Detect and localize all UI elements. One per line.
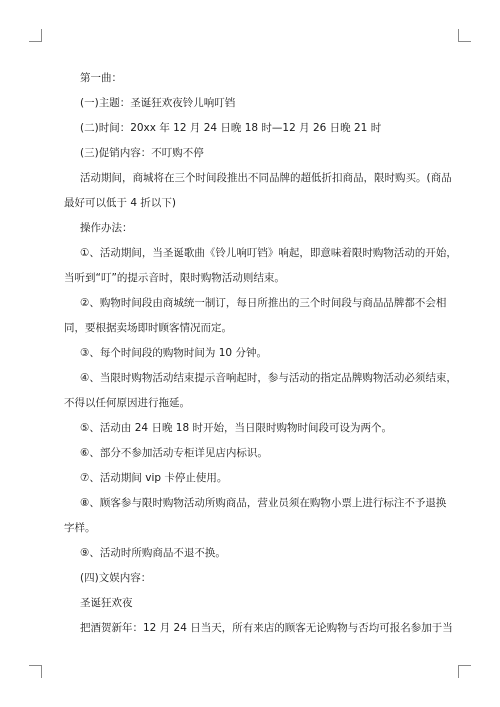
subheading-line: (四)文娱内容： (80, 572, 152, 584)
list-item-line: ②、购物时间段由商城统一制订，每日所推出的三个时间段与商品品牌都不会相 (80, 297, 447, 309)
crop-mark-bottom-right-h (458, 665, 471, 666)
list-item-line: 不得以任何原因进行拖延。 (64, 397, 190, 409)
list-item-line: 同，要根据卖场即时顾客情况而定。 (64, 322, 232, 334)
list-item-line: ⑤、活动由 24 日晚 18 时开始，当日限时购物时间段可设为两个。 (80, 422, 392, 434)
crop-mark-top-left-v (41, 29, 42, 42)
list-item-line: 当听到“叮”的提示音时，限时购物活动则结束。 (64, 272, 285, 284)
crop-mark-top-right-h (458, 41, 471, 42)
list-item-line: 字样。 (64, 522, 96, 534)
promo-content-line: (三)促销内容：不叮购不停 (80, 147, 204, 159)
list-item-line: ③、每个时间段的购物时间为 10 分钟。 (80, 347, 267, 359)
subheading-line: 圣诞狂欢夜 (80, 597, 133, 609)
list-item-line: ⑧、顾客参与限时购物活动所购商品，营业员须在购物小票上进行标注不予退换 (80, 497, 447, 509)
section-heading: 第一曲： (80, 72, 122, 84)
subheading-line: 操作办法： (80, 222, 133, 234)
list-item-line: ⑨、活动时所购商品不退不换。 (80, 547, 226, 559)
crop-mark-bottom-right-v (458, 665, 459, 678)
list-item-line: ⑥、部分不参加活动专柜详见店内标识。 (80, 447, 268, 459)
paragraph-line: 活动期间，商城将在三个时间段推出不同品牌的超低折扣商品，限时购买。(商品 (80, 172, 452, 184)
time-line: (二)时间：20xx 年 12 月 24 日晚 18 时—12 月 26 日晚 21 时 (80, 122, 382, 134)
theme-line: (一)主题：圣诞狂欢夜铃儿响叮铛 (80, 97, 236, 109)
crop-mark-bottom-left-v (41, 665, 42, 678)
list-item-line: ①、活动期间，当圣诞歌曲《铃儿响叮铛》响起，即意味着限时购物活动的开始， (80, 247, 457, 259)
list-item-line: ⑦、活动期间 vip 卡停止使用。 (80, 472, 228, 484)
paragraph-line: 把酒贺新年：12 月 24 日当天，所有来店的顾客无论购物与否均可报名参加于当 (80, 622, 453, 634)
list-item-line: ④、当限时购物活动结束提示音响起时，参与活动的指定品牌购物活动必须结束， (80, 372, 457, 384)
crop-mark-top-right-v (458, 29, 459, 42)
paragraph-line: 最好可以低于 4 折以下) (64, 197, 176, 209)
